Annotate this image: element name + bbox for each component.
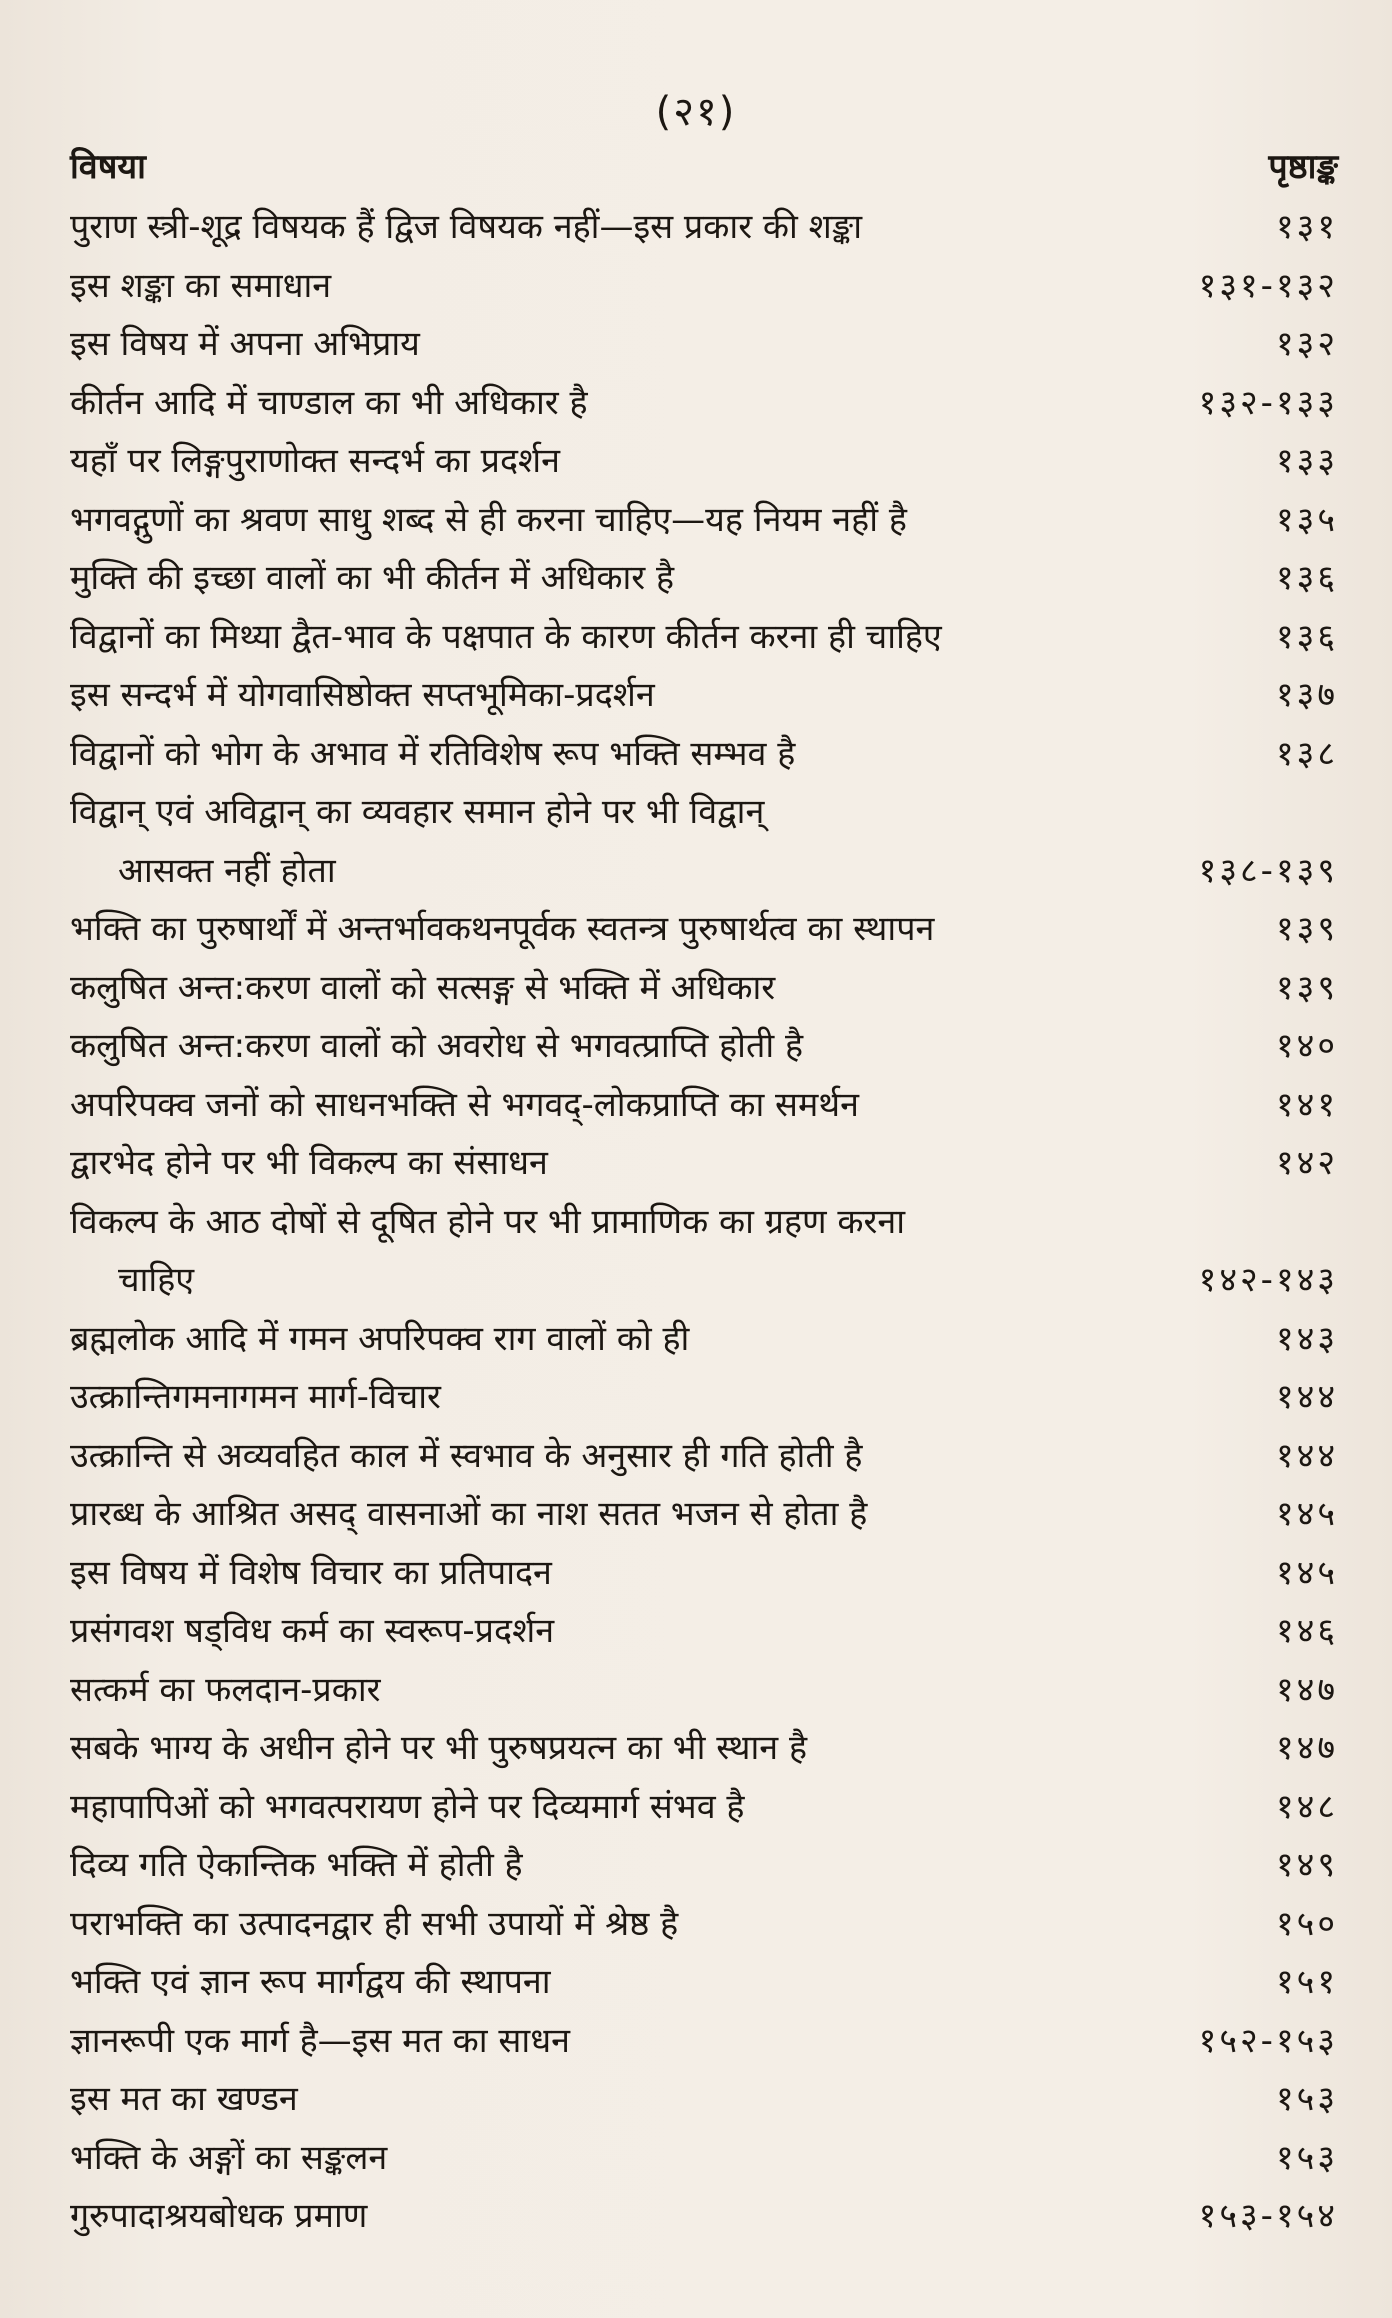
toc-entry-page: १५२-१५३ <box>1198 2020 1338 2061</box>
toc-entry-title <box>70 2070 1338 2129</box>
toc-entry-title <box>70 1310 1338 1369</box>
toc-entry-title <box>70 491 1338 550</box>
toc-entry <box>70 725 1338 784</box>
toc-entry-title-text: ज्ञानरूपी एक मार्ग है—इस मत का साधन <box>70 2020 570 2061</box>
toc-entry-title-text: भक्ति का पुरुषार्थों में अन्तर्भावकथनपूर्वक स्वतन्त्र पुरुषार्थत्व का स्थापन <box>70 909 935 949</box>
toc-entry-page: १३७ <box>1275 675 1338 715</box>
toc-entry-page: १४० <box>1275 1026 1338 1066</box>
toc-entry-title <box>70 1368 1338 1427</box>
toc-entry-page: १५१ <box>1275 1962 1338 2002</box>
toc-entry-title <box>70 1602 1338 1661</box>
toc-entry-page: १४७ <box>1275 1669 1338 1710</box>
toc-entry <box>70 608 1338 667</box>
toc-entry-title-text: दिव्य गति ऐकान्तिक भक्ति में होती है <box>70 1845 523 1885</box>
toc-entry <box>70 1310 1338 1369</box>
toc-header <box>70 142 1338 198</box>
toc-entry <box>70 374 1338 433</box>
toc-entry-page: १४४ <box>1275 1435 1338 1476</box>
toc-entry-title <box>70 1836 1338 1895</box>
toc-entry <box>70 1836 1338 1895</box>
toc-entry-page: १४४ <box>1275 1377 1338 1417</box>
toc-entry <box>70 1076 1338 1135</box>
toc-entry-title <box>70 1134 1338 1193</box>
toc-entry-title <box>70 1076 1338 1135</box>
toc-entry-title-text: पुराण स्त्री-शूद्र विषयक हैं द्विज विषयक नहीं—इस प्रकार की शङ्का <box>70 207 863 247</box>
toc-entry-title <box>70 2129 1338 2188</box>
toc-entry <box>70 198 1338 257</box>
toc-entry-page: १३६ <box>1275 558 1338 598</box>
toc-entry-title-text: सत्कर्म का फलदान-प्रकार <box>70 1669 381 1710</box>
toc-entry <box>70 1778 1338 1837</box>
toc-entry-page: १३१ <box>1275 207 1338 247</box>
toc-entry-title-text: कीर्तन आदि में चाण्डाल का भी अधिकार है <box>70 382 588 423</box>
toc-entry-title-text: इस शङ्का का समाधान <box>70 265 332 306</box>
toc-entry <box>70 959 1338 1018</box>
toc-entry-page: १४२ <box>1275 1143 1338 1183</box>
toc-entry-page: १४५ <box>1275 1494 1338 1534</box>
toc-entry-title-text: विद्वानों को भोग के अभाव में रतिविशेष रूप भक्ति सम्भव है <box>70 733 796 774</box>
toc-entry-title <box>70 1661 1338 1720</box>
toc-entry-title-text: कलुषित अन्त:करण वालों को अवरोध से भगवत्प्राप्ति होती है <box>70 1026 804 1066</box>
toc-entry-title <box>70 608 1338 667</box>
toc-entry-title-text: इस सन्दर्भ में योगवासिष्ठोक्त सप्तभूमिका-प्रदर्शन <box>70 675 655 715</box>
toc-entry-page: १४२-१४३ <box>1198 1260 1338 1300</box>
toc-entry <box>70 1895 1338 1954</box>
toc-entry <box>70 1427 1338 1486</box>
toc-entry <box>70 257 1338 316</box>
toc-entry-title-text: मुक्ति की इच्छा वालों का भी कीर्तन में अधिकार है <box>70 558 675 598</box>
toc-entry-page: १३२ <box>1275 324 1338 364</box>
toc-entry-title-text: यहाँ पर लिङ्गपुराणोक्त सन्दर्भ का प्रदर्शन <box>70 441 560 481</box>
toc-entry-title-text: गुरुपादाश्रयबोधक प्रमाण <box>70 2196 368 2236</box>
toc-entry-title-continuation: चाहिए <box>118 1260 195 1300</box>
toc-entry <box>70 1602 1338 1661</box>
toc-entry-page: १४५ <box>1275 1552 1338 1593</box>
toc-entry-page: १४९ <box>1275 1845 1338 1885</box>
toc-entry-title-text: पराभक्ति का उत्पादनद्वार ही सभी उपायों में श्रेष्ठ है <box>70 1903 679 1944</box>
toc-entry-page: १३९ <box>1275 909 1338 949</box>
toc-entry <box>70 1193 1338 1310</box>
toc-entry-title-text: उत्क्रान्तिगमनागमन मार्ग-विचार <box>70 1377 441 1417</box>
toc-entry-title-text: भक्ति एवं ज्ञान रूप मार्गद्वय की स्थापना <box>70 1962 551 2002</box>
toc-entry <box>70 1953 1338 2012</box>
toc-entry-title-text: ब्रह्मलोक आदि में गमन अपरिपक्व राग वालों को ही <box>70 1318 690 1359</box>
toc-entry <box>70 2070 1338 2129</box>
toc-entry-page: १३२-१३३ <box>1198 382 1338 423</box>
toc-entry-title <box>70 2012 1338 2071</box>
toc-entry-title <box>70 2187 1338 2246</box>
toc-entry-page: १४३ <box>1275 1318 1338 1359</box>
toc-entry-title <box>70 257 1338 316</box>
toc-entry-title-text: प्रसंगवश षड्विध कर्म का स्वरूप-प्रदर्शन <box>70 1611 555 1651</box>
toc-entry <box>70 783 1338 900</box>
toc-entry-title <box>70 198 1338 257</box>
toc-entry-title-continuation: आसक्त नहीं होता <box>118 850 336 891</box>
toc-entry-page: १३८-१३९ <box>1198 850 1338 891</box>
toc-entry-title <box>70 1719 1338 1778</box>
toc-entry-page: १३९ <box>1275 967 1338 1008</box>
toc-entry <box>70 1134 1338 1193</box>
toc-entry-page: १४७ <box>1275 1728 1338 1768</box>
toc-entry-title-text: भगवद्गुणों का श्रवण साधु शब्द से ही करना चाहिए—यह नियम नहीं है <box>70 499 907 540</box>
toc-entry <box>70 2187 1338 2246</box>
toc-entry-title <box>70 1193 1338 1310</box>
toc-entry-title <box>70 1544 1338 1603</box>
toc-entry-title <box>70 432 1338 491</box>
toc-entry-page: १५३-१५४ <box>1198 2196 1338 2236</box>
toc-entry <box>70 549 1338 608</box>
toc-entry <box>70 2012 1338 2071</box>
toc-entry <box>70 900 1338 959</box>
toc-entry-page: १५३ <box>1275 2079 1338 2119</box>
toc-entry-title-text: द्वारभेद होने पर भी विकल्प का संसाधन <box>70 1143 548 1183</box>
toc-entry-page: १५३ <box>1275 2137 1338 2178</box>
toc-entry-title <box>70 549 1338 608</box>
toc-entry-title-text: भक्ति के अङ्गों का सङ्कलन <box>70 2137 388 2178</box>
page-column-header: पृष्ठाङ्क <box>1268 147 1338 187</box>
toc-entry-title <box>70 1017 1338 1076</box>
toc-entry <box>70 1485 1338 1544</box>
toc-entry-title <box>70 1485 1338 1544</box>
toc-entry-title-text: सबके भाग्य के अधीन होने पर भी पुरुषप्रयत्न का भी स्थान है <box>70 1728 808 1768</box>
toc-entry-title <box>70 783 1338 900</box>
toc-entry-title-text: इस मत का खण्डन <box>70 2079 298 2119</box>
toc-entry-title <box>70 725 1338 784</box>
toc-entry-title <box>70 1778 1338 1837</box>
toc-entry <box>70 315 1338 374</box>
toc-entry <box>70 1719 1338 1778</box>
toc-entry-title-text: महापापिओं को भगवत्परायण होने पर दिव्यमार्ग संभव है <box>70 1786 745 1827</box>
toc-entry-title <box>70 1895 1338 1954</box>
toc-entry-page: १४६ <box>1275 1611 1338 1651</box>
toc-entry <box>70 1017 1338 1076</box>
table-of-contents <box>70 198 1338 2246</box>
toc-entry-title-text: इस विषय में अपना अभिप्राय <box>70 324 420 364</box>
toc-entry-page: १४८ <box>1275 1786 1338 1827</box>
toc-entry-title-text: अपरिपक्व जनों को साधनभक्ति से भगवद्-लोकप्राप्ति का समर्थन <box>70 1084 859 1125</box>
toc-entry-page: १३६ <box>1275 616 1338 657</box>
toc-entry-title <box>70 1953 1338 2012</box>
toc-entry-title <box>70 959 1338 1018</box>
toc-entry-title-text: विद्वानों का मिथ्या द्वैत-भाव के पक्षपात के कारण कीर्तन करना ही चाहिए <box>70 616 942 657</box>
toc-entry <box>70 491 1338 550</box>
toc-entry-title-text: इस विषय में विशेष विचार का प्रतिपादन <box>70 1552 552 1593</box>
toc-entry-title <box>70 900 1338 959</box>
toc-entry <box>70 1544 1338 1603</box>
toc-entry-page: १३१-१३२ <box>1198 265 1338 306</box>
toc-entry-title-text: उत्क्रान्ति से अव्यवहित काल में स्वभाव के अनुसार ही गति होती है <box>70 1435 863 1476</box>
toc-entry-title-text: प्रारब्ध के आश्रित असद् वासनाओं का नाश सतत भजन से होता है <box>70 1494 868 1534</box>
toc-entry-title-text: विद्वान् एवं अविद्वान् का व्यवहार समान होने पर भी विद्वान् <box>70 792 765 832</box>
toc-entry-title-text: विकल्प के आठ दोषों से दूषित होने पर भी प्रामाणिक का ग्रहण करना <box>70 1201 906 1242</box>
subject-column-header: विषया <box>70 147 146 187</box>
toc-entry-page: १५० <box>1275 1903 1338 1944</box>
toc-entry <box>70 1661 1338 1720</box>
toc-entry-page: १३८ <box>1275 733 1338 774</box>
toc-entry-title <box>70 1427 1338 1486</box>
toc-entry-title <box>70 315 1338 374</box>
page-number: (२१) <box>655 89 737 135</box>
toc-entry-page: १३३ <box>1275 441 1338 481</box>
toc-entry <box>70 1368 1338 1427</box>
toc-entry-page: १४१ <box>1275 1084 1338 1125</box>
toc-entry <box>70 2129 1338 2188</box>
toc-entry <box>70 666 1338 725</box>
toc-entry-title <box>70 374 1338 433</box>
toc-entry-page: १३५ <box>1275 499 1338 540</box>
toc-entry <box>70 432 1338 491</box>
toc-entry-title <box>70 666 1338 725</box>
toc-entry-title-text: कलुषित अन्त:करण वालों को सत्सङ्ग से भक्ति में अधिकार <box>70 967 776 1008</box>
